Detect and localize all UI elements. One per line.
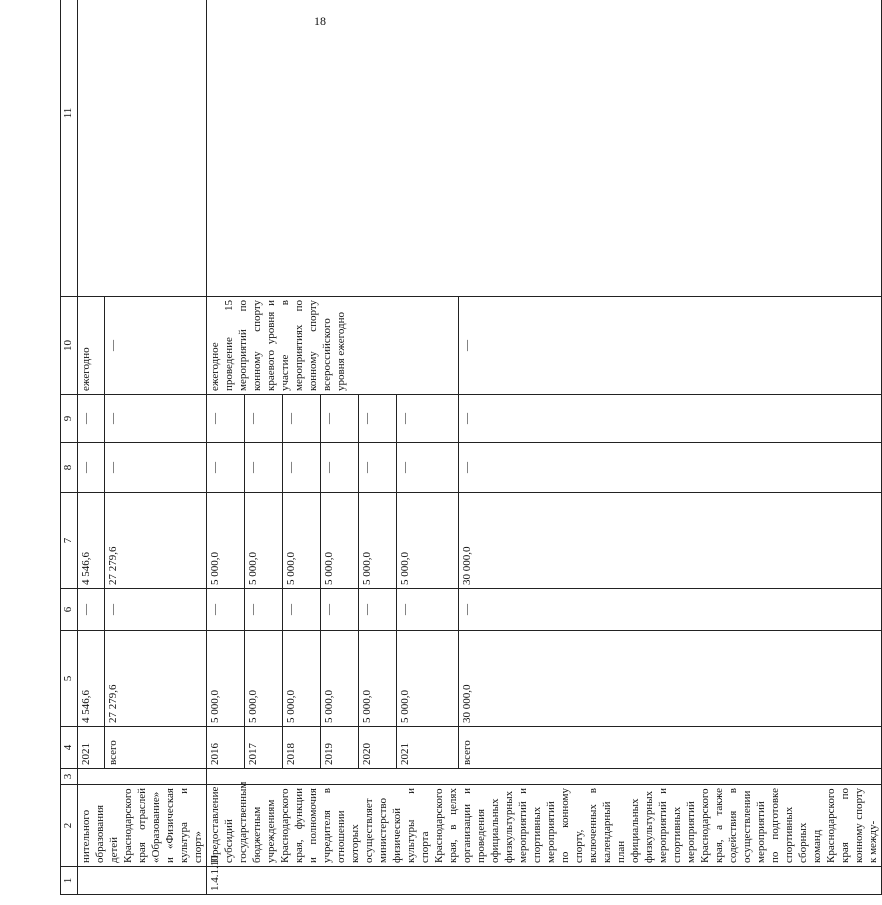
total-amount: 5 000,0 (359, 631, 397, 727)
item-number-cell (78, 867, 207, 895)
total-amount: 5 000,0 (283, 631, 321, 727)
dash-cell: — (207, 443, 245, 493)
dash-cell: — (359, 589, 397, 631)
dash-cell: — (105, 443, 207, 493)
dash-cell: — (105, 589, 207, 631)
column-number: 4 (61, 727, 78, 769)
amount-cell: 5 000,0 (245, 493, 283, 589)
column-number: 2 (61, 785, 78, 867)
total-amount: 5 000,0 (321, 631, 359, 727)
item-description: нительного образования детей Краснодарского края отраслей «Образование» и «Физическая культура и спорт» (78, 785, 207, 867)
amount-cell: 5 000,0 (207, 493, 245, 589)
amount-cell: 5 000,0 (321, 493, 359, 589)
dash-cell: — (321, 589, 359, 631)
page-number: 18 (314, 14, 326, 28)
amount-cell: 27 279,6 (105, 493, 207, 589)
amount-cell: 5 000,0 (359, 493, 397, 589)
column-number: 11 (61, 0, 78, 297)
dash-cell: — (245, 395, 283, 443)
dash-cell: — (459, 589, 882, 631)
dash-cell: — (245, 443, 283, 493)
table-row (78, 0, 105, 895)
program-table (60, 0, 882, 895)
dash-cell: — (359, 443, 397, 493)
result-cell: ежегодно (78, 297, 105, 395)
dash-cell: — (245, 589, 283, 631)
result-cell: ежегодное проведение 15 мероприятий по конному спорту краевого уровня и участие в мероприятиях по конному спорту всероссийского уровня ежегодно (207, 297, 459, 395)
column-number: 1 (61, 867, 78, 895)
dash-cell: — (78, 443, 105, 493)
column-number: 8 (61, 443, 78, 493)
responsible-cell (78, 0, 207, 297)
total-amount: 5 000,0 (207, 631, 245, 727)
total-amount: 27 279,6 (105, 631, 207, 727)
total-amount: 5 000,0 (245, 631, 283, 727)
dash-cell: — (397, 395, 459, 443)
amount-cell: 4 546,6 (78, 493, 105, 589)
column-number: 6 (61, 589, 78, 631)
column-number: 3 (61, 769, 78, 785)
dash-cell: — (397, 589, 459, 631)
dash-cell: — (397, 443, 459, 493)
dash-cell: — (105, 297, 207, 395)
column-number: 5 (61, 631, 78, 727)
column-number: 7 (61, 493, 78, 589)
dash-cell: — (283, 395, 321, 443)
dash-cell: — (459, 395, 882, 443)
responsible-cell (207, 0, 882, 297)
total-amount: 4 546,6 (78, 631, 105, 727)
year-cell: всего (459, 727, 882, 769)
empty-cell (207, 769, 882, 785)
item-number-cell: 1.4.1.10 (207, 867, 882, 895)
empty-cell (78, 769, 207, 785)
dash-cell: — (207, 589, 245, 631)
dash-cell: — (78, 589, 105, 631)
dash-cell: — (283, 443, 321, 493)
dash-cell: — (359, 395, 397, 443)
table-row (207, 0, 245, 895)
amount-cell: 5 000,0 (397, 493, 459, 589)
dash-cell: — (459, 297, 882, 395)
column-number: 10 (61, 297, 78, 395)
year-cell: 2017 (245, 727, 283, 769)
dash-cell: — (207, 395, 245, 443)
dash-cell: — (105, 395, 207, 443)
amount-cell: 30 000,0 (459, 493, 882, 589)
year-cell: 2020 (359, 727, 397, 769)
year-cell: 2018 (283, 727, 321, 769)
dash-cell: — (283, 589, 321, 631)
dash-cell: — (78, 395, 105, 443)
item-description: Предоставление субсидий государственным бюджетным учреждениям Краснодарского края, функции и полномочия учредителя в отношении которых осуществляет министерство физической культуры и спорта Краснодарского края, в целях организации и проведения официальных физкультурных мероприятий и спортивных мероприятий по конному спорту, включенных в календарный план официальных физкультурных мероприятий и спортивных мероприятий Краснодарского края, а также содействия в осуществлении мероприятий по подготовке спортивных сборных команд Краснодарского края по конному спорту к между- (207, 785, 882, 867)
year-cell: 2021 (397, 727, 459, 769)
dash-cell: — (459, 443, 882, 493)
year-cell: всего (105, 727, 207, 769)
dash-cell: — (321, 443, 359, 493)
column-number-row (61, 0, 78, 895)
total-amount: 5 000,0 (397, 631, 459, 727)
year-cell: 2016 (207, 727, 245, 769)
rotated-page-frame (60, 30, 879, 895)
total-amount: 30 000,0 (459, 631, 882, 727)
year-cell: 2019 (321, 727, 359, 769)
dash-cell: — (321, 395, 359, 443)
amount-cell: 5 000,0 (283, 493, 321, 589)
rotated-table-container (60, 30, 879, 895)
column-number: 9 (61, 395, 78, 443)
year-cell: 2021 (78, 727, 105, 769)
